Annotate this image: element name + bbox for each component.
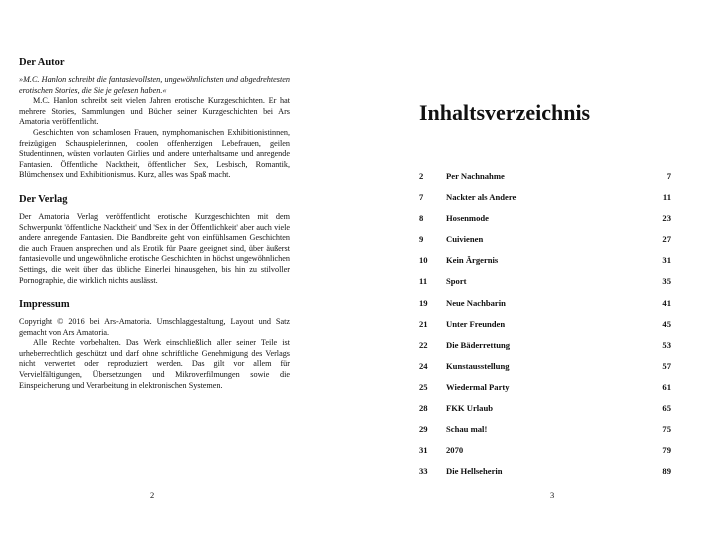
toc-entry-page: 89 [662, 466, 671, 477]
toc-entry[interactable] [419, 361, 671, 382]
toc-entry[interactable] [419, 403, 671, 424]
publisher-section [19, 193, 290, 286]
toc-entry-page: 27 [662, 234, 671, 245]
toc-entry-number: 28 [419, 403, 428, 414]
imprint-paragraph-1: Copyright © 2016 bei Ars-Amatoria. Umschlaggestaltung, Layout und Satz gemacht von Ars Amatoria. [19, 317, 290, 337]
toc-entry-page: 57 [662, 360, 671, 371]
toc-entry-page: 79 [662, 445, 671, 456]
toc-entry-page: 23 [662, 213, 671, 224]
toc-entry-title: Die Hellseherin [446, 466, 503, 477]
right-page [360, 0, 720, 540]
toc-entry[interactable] [419, 382, 671, 403]
right-page-number: 3 [550, 490, 555, 500]
toc-entry[interactable] [419, 298, 671, 319]
toc-entry-title: Cuivienen [446, 234, 484, 245]
toc-entry-number: 22 [419, 339, 428, 350]
toc-entry-title: Schau mal! [446, 424, 488, 435]
toc-entry[interactable] [419, 234, 671, 255]
toc-entry-page: 11 [662, 192, 671, 203]
toc-entry-title: Per Nachnahme [446, 171, 505, 181]
toc-entry[interactable] [419, 424, 671, 445]
toc-entry-number: 21 [419, 318, 428, 329]
toc-entry-number: 33 [419, 466, 428, 477]
toc-entry-number: 7 [419, 192, 424, 203]
toc-entry-page: 45 [662, 318, 671, 329]
toc-entry-page: 65 [662, 403, 671, 414]
toc-entry-title: Sport [446, 276, 467, 287]
toc-entry-number: 24 [419, 360, 428, 371]
table-of-contents [419, 171, 671, 487]
toc-entry[interactable] [419, 171, 671, 192]
toc-entry-page: 61 [662, 381, 671, 392]
toc-entry[interactable] [419, 192, 671, 213]
toc-entry-number: 11 [419, 276, 428, 287]
toc-entry-title: Unter Freunden [446, 318, 506, 329]
left-page-number: 2 [150, 490, 155, 500]
publisher-heading: Der Verlag [19, 193, 68, 205]
toc-entry-page: 75 [662, 424, 671, 435]
imprint-heading: Impressum [19, 299, 70, 311]
publisher-paragraph: Der Amatoria Verlag veröffentlicht erotische Kurzgeschichten mit dem Schwerpunkt 'öffentliche Nacktheit' und 'Sex in der Öffentlichkeit' aber auch viele andere anregende Fantasien. Die Bandbreite geht von einfühlsamen Geschichten die auch Frauen ansprechen und als Erotik für Paare geeignet sind, über äußerst fantasievolle und ungewöhnliche erotische Geschichten in höchst ungewöhnlichen Settings, die weit über das übliche Einerlei hinausgehen, bis hin zu stilvoller Pornographie, die wirklich nichts auslässt. [19, 211, 290, 285]
toc-entry-title: Nackter als Andere [446, 192, 517, 203]
toc-entry-page: 41 [662, 297, 671, 308]
author-section [19, 56, 290, 181]
left-column [19, 56, 290, 403]
toc-entry-number: 25 [419, 381, 428, 392]
toc-entry-page: 53 [662, 339, 671, 350]
author-heading: Der Autor [19, 57, 65, 68]
imprint-section [19, 298, 290, 391]
toc-entry[interactable] [419, 466, 671, 487]
toc-entry-number: 10 [419, 255, 428, 266]
toc-entry[interactable] [419, 255, 671, 276]
imprint-paragraph-2: Alle Rechte vorbehalten. Das Werk einschließlich aller seiner Teile ist urheberrechtlich geschützt und darf ohne schriftliche Genehmigung des Verlags nicht verwertet oder reproduziert werden. Das gilt vor allem für Vervielfältigungen, Übersetzungen und Mikroverfilmungen sowie die Einspeicherung und Verarbeitung in elektronischen Systemen. [19, 338, 290, 390]
toc-entry-page: 35 [662, 276, 671, 287]
toc-entry[interactable] [419, 445, 671, 466]
toc-entry-number: 31 [419, 445, 428, 456]
author-paragraph-2: Geschichten von schamlosen Frauen, nymphomanischen Exhibitionistinnen, freizügigen Schauspielerinnen, coolen offenherzigen Lebefrauen, geilen Studentinnen, wüsten vorlauten Girlies und andere unterhaltsame und anregende Fantasien. Öffentliche Nacktheit, öffentlicher Sex, Lesbisch, Romantik, Blümchensex und Exhibitionismus. Kurz, alles was Spaß macht. [19, 127, 290, 180]
toc-entry-title: Die Bäderrettung [446, 339, 511, 350]
toc-entry-number: 29 [419, 424, 428, 435]
toc-entry-title: Neue Nachbarin [446, 297, 506, 308]
toc-entry-title: 2070 [446, 445, 464, 456]
toc-heading: Inhaltsverzeichnis [419, 100, 591, 125]
toc-entry[interactable] [419, 319, 671, 340]
toc-entry-page: 7 [666, 171, 671, 181]
toc-entry-number: 2 [419, 171, 424, 181]
toc-entry-number: 8 [419, 213, 424, 224]
author-quote: »M.C. Hanlon schreibt die fantasievollsten, ungewöhnlichsten und abgedrehtesten erotischen Stories, die Sie je gelesen haben.« [19, 75, 290, 95]
toc-entry-title: FKK Urlaub [446, 403, 494, 414]
toc-entry-title: Kein Ärgernis [446, 255, 499, 266]
toc-entry[interactable] [419, 276, 671, 297]
toc-entry-page: 31 [662, 255, 671, 266]
toc-entry-title: Wiedermal Party [446, 381, 510, 392]
author-paragraph-1: M.C. Hanlon schreibt seit vielen Jahren erotische Kurzgeschichten. Er hat mehrere Stories, Sammlungen und Bücher seiner Kurzgeschichten bei Ars Amatoria veröffentlicht. [19, 96, 290, 127]
toc-entry-number: 9 [419, 234, 424, 245]
toc-entry[interactable] [419, 340, 671, 361]
toc-entry[interactable] [419, 213, 671, 234]
toc-entry-title: Hosenmode [446, 213, 489, 224]
toc-entry-title: Kunstausstellung [446, 360, 510, 371]
toc-entry-number: 19 [419, 297, 428, 308]
